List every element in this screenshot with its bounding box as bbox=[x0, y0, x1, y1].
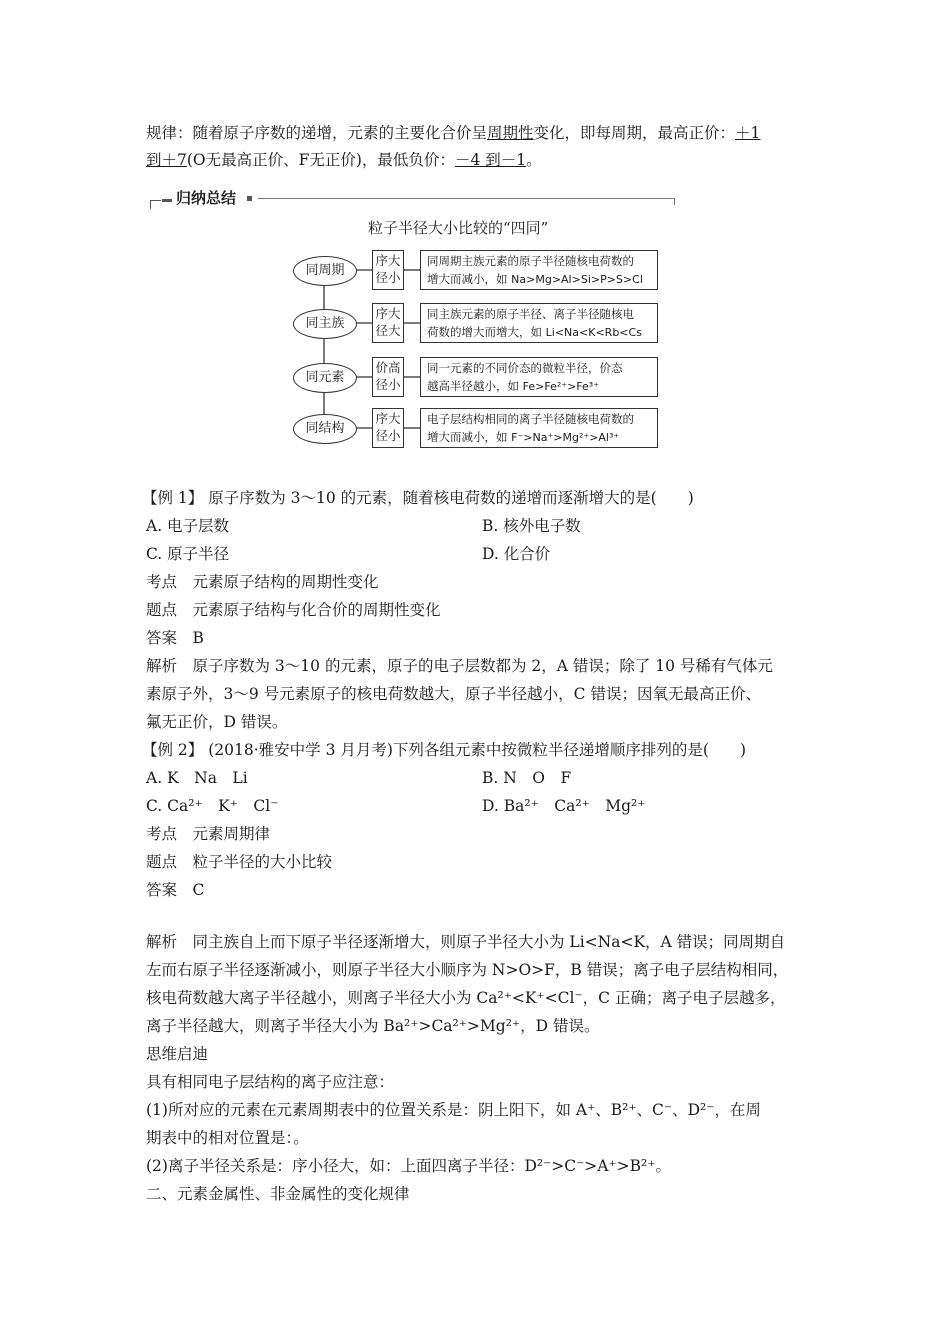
rule-box-same-period bbox=[372, 250, 404, 290]
example1-explanation: 氟无正价，D 错误。 bbox=[146, 713, 288, 731]
desc-box-same-period bbox=[420, 250, 658, 290]
rule-text: 规律：随着原子序数的递增，元素的主要化合价呈 bbox=[146, 124, 488, 142]
oval-same-element: 同元素 bbox=[293, 363, 357, 393]
desc-line: 同主族元素的原子半径、离子半径随核电 bbox=[427, 307, 634, 321]
desc-line bbox=[427, 377, 651, 396]
example1-option-a: A. 电子层数 bbox=[146, 517, 230, 535]
desc-text: 越高半径越小，如 bbox=[427, 379, 523, 393]
thinking-point-1-cont: 期表中的相对位置是：。 bbox=[146, 1129, 309, 1147]
desc-line bbox=[427, 270, 651, 289]
example2-tidian: 题点 粒子半径的大小比较 bbox=[146, 853, 333, 871]
rule-text: 变化，即每周期，最高正价： bbox=[533, 124, 736, 142]
desc-formula: Li<Na<K<Rb<Cs bbox=[545, 326, 642, 339]
desc-box-same-group bbox=[420, 303, 658, 343]
example2-answer: 答案 C bbox=[146, 881, 205, 899]
example2-option-b: B. N O F bbox=[482, 769, 572, 787]
example1-explanation: 素原子外，3～9 号元素原子的核电荷数越大，原子半径越小，C 错误；因氧无最高正价、 bbox=[146, 685, 761, 703]
oval-same-group: 同主族 bbox=[293, 309, 357, 339]
example1-kaodian: 考点 元素原子结构的周期性变化 bbox=[146, 573, 379, 591]
desc-line bbox=[427, 428, 651, 447]
example1-explanation: 解析 原子序数为 3～10 的元素，原子的电子层数都为 2，A 错误；除了 10 号稀有气体元 bbox=[146, 657, 773, 675]
rule-text: 。 bbox=[526, 151, 542, 169]
rule-box-line: 序大 bbox=[375, 411, 401, 426]
summary-title: 归纳总结 bbox=[176, 189, 237, 207]
rule-box-line: 价高 bbox=[375, 360, 401, 375]
example2-option-a: A. K Na Li bbox=[146, 769, 248, 787]
rule-underline-range: 到＋7 bbox=[146, 151, 187, 169]
desc-line: 同一元素的不同价态的微粒半径，价态 bbox=[427, 361, 623, 375]
rule-box-line: 径小 bbox=[375, 377, 401, 392]
example2-explanation: 解析 同主族自上而下原子半径逐渐增大，则原子半径大小为 Li<Na<K，A 错误；同周期自 bbox=[146, 933, 786, 951]
example2-option-c: C. Ca²⁺ K⁺ Cl⁻ bbox=[146, 797, 279, 815]
example2-option-d: D. Ba²⁺ Ca²⁺ Mg²⁺ bbox=[482, 797, 646, 815]
example2-kaodian: 考点 元素周期律 bbox=[146, 825, 271, 843]
example1-option-d: D. 化合价 bbox=[482, 545, 551, 563]
example1-question: 【例 1】 原子序数为 3～10 的元素，随着核电荷数的递增而逐渐增大的是( ) bbox=[142, 489, 694, 507]
desc-line: 电子层结构相同的离子半径随核电荷数的 bbox=[427, 412, 634, 426]
desc-box-same-structure bbox=[420, 408, 658, 448]
thinking-title: 思维启迪 bbox=[146, 1045, 209, 1063]
thinking-point-1: (1)所对应的元素在元素周期表中的位置关系是：阴上阳下，如 A⁺、B²⁺、C⁻、D²⁻，在周 bbox=[146, 1101, 761, 1119]
rule-box-same-structure bbox=[372, 408, 404, 448]
desc-text: 荷数的增大而增大，如 bbox=[427, 325, 546, 339]
desc-box-same-element bbox=[420, 357, 658, 397]
section-heading: 二、元素金属性、非金属性的变化规律 bbox=[146, 1185, 410, 1203]
rule-box-line: 序大 bbox=[375, 253, 401, 268]
rule-box-line: 径大 bbox=[375, 323, 401, 338]
desc-formula: F⁻>Na⁺>Mg²⁺>Al³⁺ bbox=[511, 431, 620, 444]
rule-underline-max: ＋1 bbox=[735, 124, 761, 142]
desc-text: 增大而减小，如 bbox=[427, 272, 512, 286]
example2-explanation: 核电荷数越大离子半径越小，则离子半径大小为 Ca²⁺<K⁺<Cl⁻，C 正确；离子电子层越多， bbox=[146, 989, 786, 1007]
rule-underline-periodicity: 周期性 bbox=[487, 124, 534, 142]
example1-tidian: 题点 元素原子结构与化合价的周期性变化 bbox=[146, 601, 441, 619]
rule-box-line: 序大 bbox=[375, 306, 401, 321]
thinking-intro: 具有相同电子层结构的离子应注意： bbox=[146, 1073, 395, 1091]
example1-option-b: B. 核外电子数 bbox=[482, 517, 581, 535]
desc-line bbox=[427, 323, 651, 342]
example1-option-c: C. 原子半径 bbox=[146, 545, 230, 563]
desc-formula: Fe>Fe²⁺>Fe³⁺ bbox=[522, 380, 600, 393]
example2-question: 【例 2】 (2018·雅安中学 3 月月考)下列各组元素中按微粒半径递增顺序排列的是( ) bbox=[142, 741, 746, 759]
oval-same-structure: 同结构 bbox=[293, 414, 357, 444]
example2-explanation: 离子半径越大，则离子半径大小为 Ba²⁺>Ca²⁺>Mg²⁺，D 错误。 bbox=[146, 1017, 600, 1035]
rule-box-same-group bbox=[372, 303, 404, 343]
example2-explanation: 左而右原子半径逐渐减小，则原子半径大小顺序为 N>O>F，B 错误；离子电子层结构相同， bbox=[146, 961, 789, 979]
rule-box-same-element bbox=[372, 357, 404, 397]
rule-text: (O无最高正价、F无正价)，最低负价： bbox=[186, 151, 455, 169]
rule-underline-min: －4 到－1 bbox=[454, 151, 527, 169]
rule-box-line: 径小 bbox=[375, 428, 401, 443]
thinking-point-2: (2)离子半径关系是：序小径大，如：上面四离子半径：D²⁻>C⁻>A⁺>B²⁺。 bbox=[146, 1157, 671, 1175]
diagram-title: 粒子半径大小比较的“四同” bbox=[368, 219, 549, 237]
oval-same-period: 同周期 bbox=[293, 256, 357, 286]
desc-line: 同周期主族元素的原子半径随核电荷数的 bbox=[427, 254, 634, 268]
desc-text: 增大而减小，如 bbox=[427, 430, 512, 444]
desc-formula: Na>Mg>Al>Si>P>S>Cl bbox=[511, 273, 643, 286]
rule-box-line: 径小 bbox=[375, 270, 401, 285]
example1-answer: 答案 B bbox=[146, 629, 204, 647]
